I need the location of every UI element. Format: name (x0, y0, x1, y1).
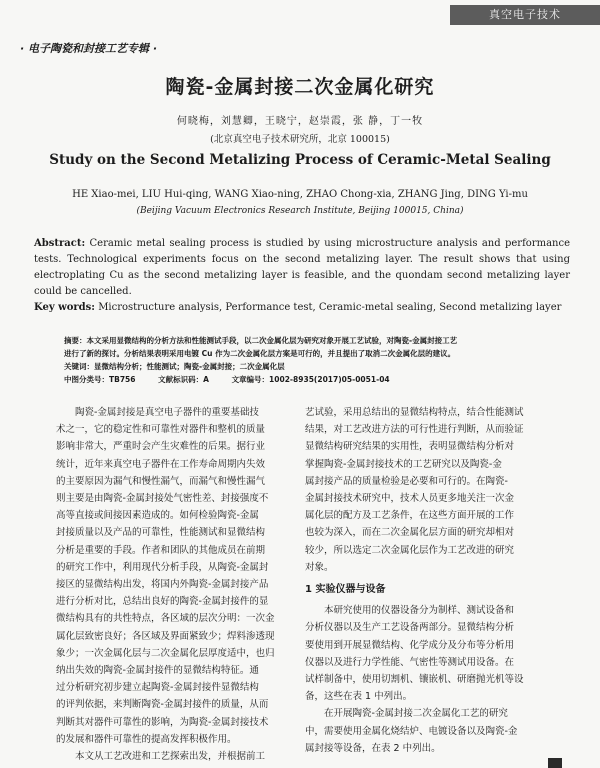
body-line: 在开展陶瓷-金属封接二次金属化工艺的研究 (324, 708, 508, 720)
body-line: 则主要是由陶瓷-金属封接处气密性差、封接强度不 (56, 493, 269, 505)
body-left-column (56, 404, 306, 765)
keywords-english-label: Key words: (34, 302, 95, 313)
document-code: 文献标识码：A (158, 375, 209, 384)
keywords-english-text: Microstructure analysis, Performance test, Ceramic-metal sealing, Second metalizing layer (98, 302, 562, 313)
keywords-english (34, 302, 574, 313)
body-line: 本文从工艺改进和工艺探索出发，并根据前工 (75, 751, 266, 763)
body-line: 影响非常大，严重时会产生灾难性的后果。据行业 (56, 441, 266, 453)
body-line: 进行分析对比，总结出良好的陶瓷-金属封接件的显 (56, 596, 269, 608)
abstract-chinese-line: 摘要：本文采用显微结构的分析方法和性能测试手段，以二次金属化层为研究对象开展工艺试验，对陶瓷-金属封接工艺 (64, 336, 458, 345)
body-line: 也较为深入，而在二次金属化层方面的研究却相对 (305, 527, 515, 539)
body-line: 术之一，它的稳定性和可靠性对器件和整机的质量 (56, 424, 266, 436)
body-line: 显微结构研究结果的实用性，表明显微结构分析对 (305, 441, 515, 453)
affiliation-chinese: (北京真空电子技术研究所，北京 100015) (210, 134, 390, 145)
body-line: 的主要原因为漏气和慢性漏气，而漏气和慢性漏气 (56, 475, 266, 487)
body-line: 试样制备中，使用切割机、镶嵌机、研磨抛光机等设 (305, 674, 524, 686)
keywords-chinese: 关键词：显微结构分析；性能测试；陶瓷-金属封接；二次金属化层 (64, 362, 285, 371)
body-line: 属化层致密良好；各区域及界面紧致少；焊料渗透现 (56, 630, 275, 642)
title-english: Study on the Second Metalizing Process of Ceramic-Metal Sealing (49, 152, 551, 168)
body-line: 结果，对工艺改进方法的可行性进行判断，从而验证 (305, 424, 524, 436)
classification-line (64, 373, 564, 386)
body-line: 的研究工作中，利用现代分析手段，从陶瓷-金属封 (56, 561, 269, 573)
body-line: 中，需要使用金属化烧结炉、电镀设备以及陶瓷-金 (305, 725, 518, 737)
body-line: 属化层的配方及工艺条件，在这些方面开展的工作 (305, 510, 515, 522)
body-line: 高等直接或间接因素造成的。如何检验陶瓷-金属 (56, 510, 259, 522)
column-tag: · 电子陶瓷和封接工艺专辑 · (20, 42, 158, 55)
journal-name-tag: 真空电子技术 (450, 5, 600, 25)
clc-number: 中图分类号：TB756 (64, 375, 136, 384)
page-corner-mark (548, 758, 562, 768)
abstract-english (34, 236, 570, 300)
body-line: 金属封接技术研究中，技术人员更多地关注一次金 (305, 493, 515, 505)
authors-english: HE Xiao-mei, LIU Hui-qing, WANG Xiao-ning, ZHAO Chong-xia, ZHANG Jing, DING Yi-mu (72, 189, 528, 200)
body-line: 过分析研究初步建立起陶瓷-金属封接件显微结构 (56, 682, 259, 694)
body-line: 封接质量以及产品的可靠性，性能测试和显微结构 (56, 527, 266, 539)
body-line: 陶瓷-金属封接是真空电子器件的重要基础技 (75, 407, 259, 418)
abstract-chinese (64, 334, 564, 386)
body-line: 的评判依据，来判断陶瓷-金属封接件的质量，从而 (56, 699, 269, 711)
article-number: 文章编号：1002-8935(2017)05-0051-04 (231, 375, 390, 384)
body-line: 微结构具有的共性特点，各区域的层次分明：一次金 (56, 613, 275, 625)
body-line: 象少；一次金属化层与二次金属化层厚度适中，也归 (56, 647, 275, 659)
body-line: 较少，所以选定二次金属化层作为工艺改进的研究 (305, 544, 515, 556)
body-line: 对象。 (305, 561, 334, 573)
body-line: 属封接等设备，在表 2 中列出。 (305, 742, 441, 754)
affiliation-english: (Beijing Vacuum Electronics Research Institute, Beijing 100015, China) (136, 206, 464, 216)
body-line: 统计，近年来真空电子器件在工作寿命周期内失效 (56, 458, 266, 470)
body-line: 备，这些在表 1 中列出。 (305, 691, 413, 703)
body-line: 要使用到开展显微结构、化学成分及分布等分析用 (305, 639, 515, 651)
abstract-english-text: Ceramic metal sealing process is studied by using microstructure analysis and performance tests. Technological experiments focus on the second metalizing layer. The result shows that using electroplating Cu as the second metalizing layer is feasible, and the quondam second metalizing layer could be cancelled. (34, 238, 570, 297)
body-line: 掌握陶瓷-金属封接技术的工艺研究以及陶瓷-金 (305, 458, 502, 470)
body-line: 判断其对器件可靠性的影响，为陶瓷-金属封接技术 (56, 716, 269, 728)
body-line: 分析是重要的手段。作者和团队的其他成员在前期 (56, 544, 266, 556)
body-line: 艺试验，采用总结出的显微结构特点，结合性能测试 (305, 407, 524, 418)
body-line: 分析仪器以及生产工艺设备两部分。显微结构分析 (305, 622, 515, 634)
abstract-english-label: Abstract: (34, 238, 86, 249)
body-line: 本研究使用的仪器设备分为制样、测试设备和 (324, 605, 515, 617)
body-line: 纳出失效的陶瓷-金属封接件的显微结构特征。通 (56, 665, 259, 677)
body-line: 的发展和器件可靠性的提高发挥积极作用。 (56, 733, 237, 745)
body-line: 接区的显微结构出发，将国内外陶瓷-金属封接产品 (56, 579, 269, 591)
authors-chinese: 何晓梅，刘慧卿，王晓宁，赵崇霞，张 静，丁一牧 (176, 116, 424, 127)
section-heading: 1 实验仪器与设备 (305, 584, 386, 596)
body-line: 属封接产品的质量检验是必要和可行的。在陶瓷- (305, 475, 508, 487)
abstract-chinese-line: 进行了新的探讨。分析结果表明采用电镀 Cu 作为二次金属化层方案是可行的，并且提出了取消二次金属化层的建议。 (64, 349, 456, 358)
body-line: 仪器以及进行力学性能、气密性等测试用设备。在 (305, 656, 515, 668)
body-right-column (305, 404, 577, 757)
title-chinese: 陶瓷-金属封接二次金属化研究 (165, 76, 435, 98)
